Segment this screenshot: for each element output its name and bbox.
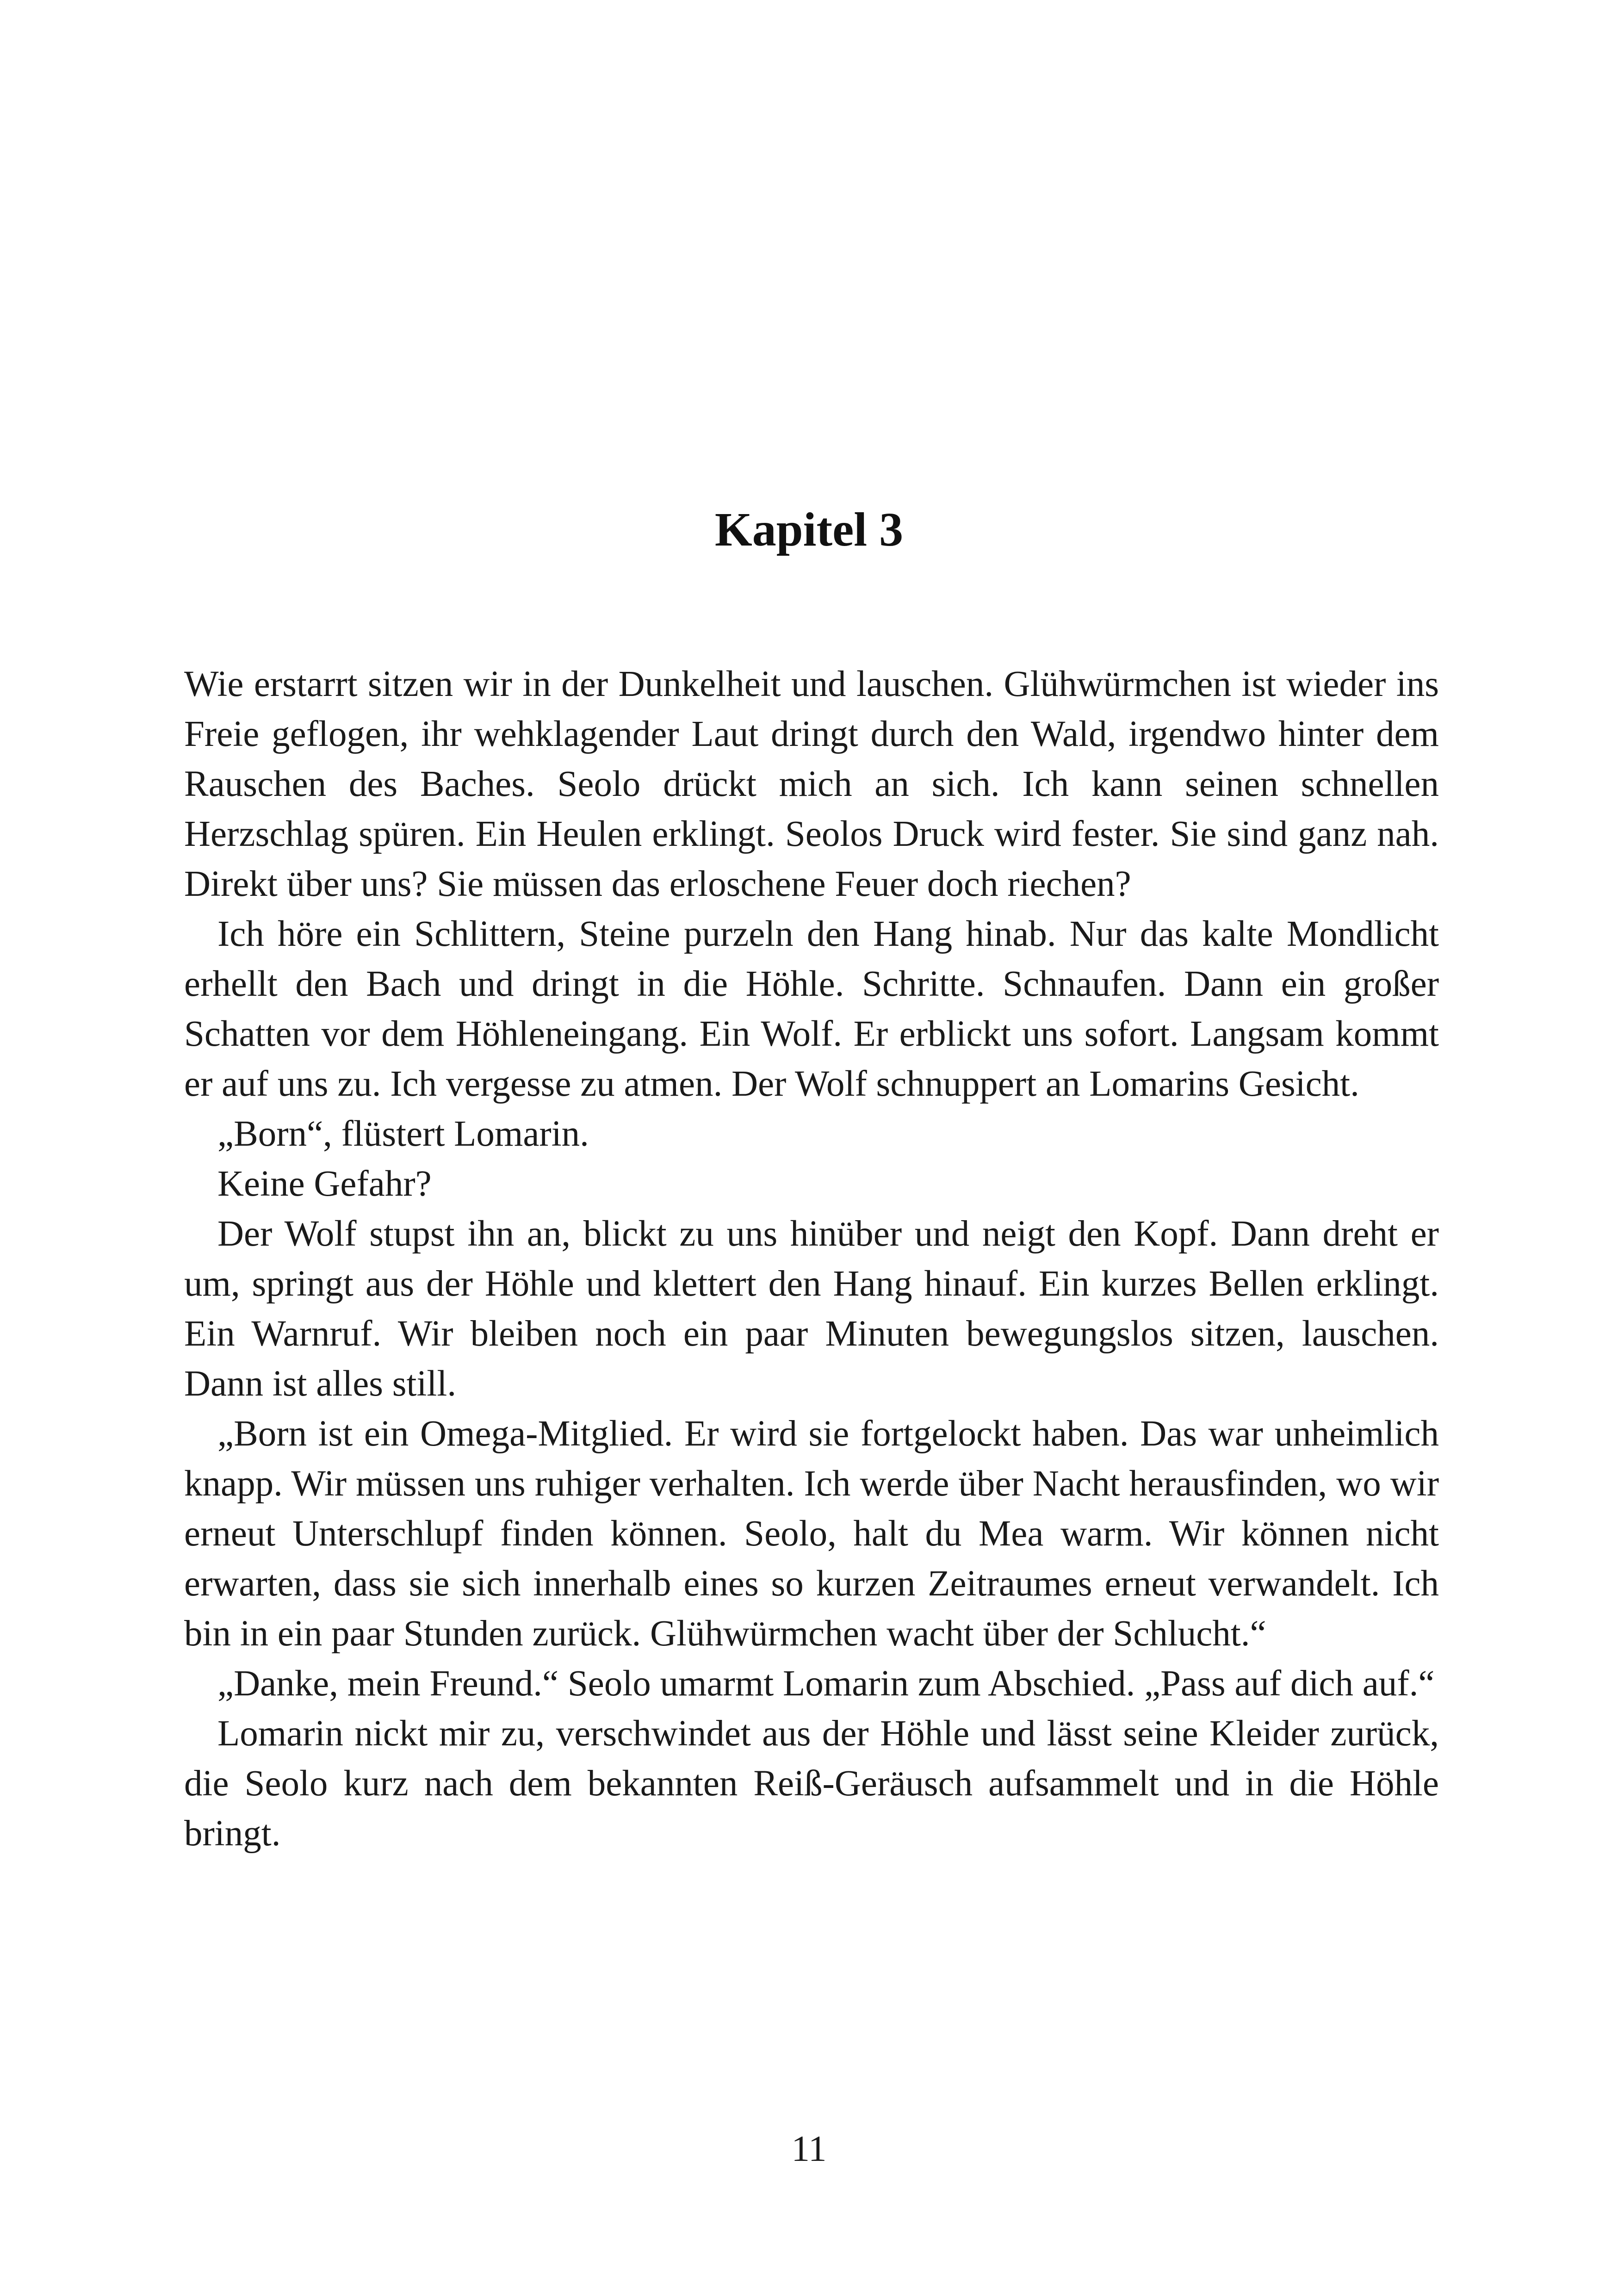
paragraph: Der Wolf stupst ihn an, blickt zu uns hinüber und neigt den Kopf. Dann dreht er um, springt aus der Höhle und klettert den Hang hinauf. Ein kurzes Bellen erklingt. Ein Warnruf. Wir bleiben noch ein paar Minuten bewegungslos sitzen, lauschen. Dann ist alles still.	[184, 1214, 1439, 1404]
page-number: 11	[791, 2129, 827, 2169]
paragraph: Wie erstarrt sitzen wir in der Dunkelheit und lauschen. Glühwürmchen ist wieder ins Freie geflogen, ihr wehklagender Laut dringt durch den Wald, irgendwo hinter dem Rauschen des Baches. Seolo drückt mich an sich. Ich kann seinen schnellen Herzschlag spüren. Ein Heulen erklingt. Seolos Druck wird fester. Sie sind ganz nah. Direkt über uns? Sie müssen das erloschene Feuer doch riechen?	[184, 664, 1439, 904]
body-text	[184, 659, 1439, 1859]
paragraph: Ich höre ein Schlittern, Steine purzeln den Hang hinab. Nur das kalte Mondlicht erhellt den Bach und dringt in die Höhle. Schritte. Schnaufen. Dann ein großer Schatten vor dem Höhleneingang. Ein Wolf. Er erblickt uns sofort. Langsam kommt er auf uns zu. Ich vergesse zu atmen. Der Wolf schnuppert an Lomarins Gesicht.	[184, 914, 1439, 1104]
paragraph: Lomarin nickt mir zu, verschwindet aus der Höhle und lässt seine Kleider zurück, die Seolo kurz nach dem bekannten Reiß-Geräusch aufsammelt und in die Höhle bringt.	[184, 1713, 1439, 1854]
paragraph: „Danke, mein Freund.“ Seolo umarmt Lomarin zum Abschied. „Pass auf dich auf.“	[217, 1663, 1435, 1704]
paragraph: „Born“, flüstert Lomarin.	[217, 1114, 589, 1154]
chapter-title: Kapitel 3	[714, 503, 904, 556]
paragraph: Keine Gefahr?	[217, 1164, 432, 1204]
paragraph: „Born ist ein Omega-Mitglied. Er wird sie fortgelockt haben. Das war unheimlich knapp. Wir müssen uns ruhiger verhalten. Ich werde über Nacht herausfinden, wo wir erneut Unterschlupf finden können. Seolo, halt du Mea warm. Wir können nicht erwarten, dass sie sich innerhalb eines so kurzen Zeitraumes erneut verwandelt. Ich bin in ein paar Stunden zurück. Glühwürmchen wacht über der Schlucht.“	[184, 1414, 1439, 1654]
